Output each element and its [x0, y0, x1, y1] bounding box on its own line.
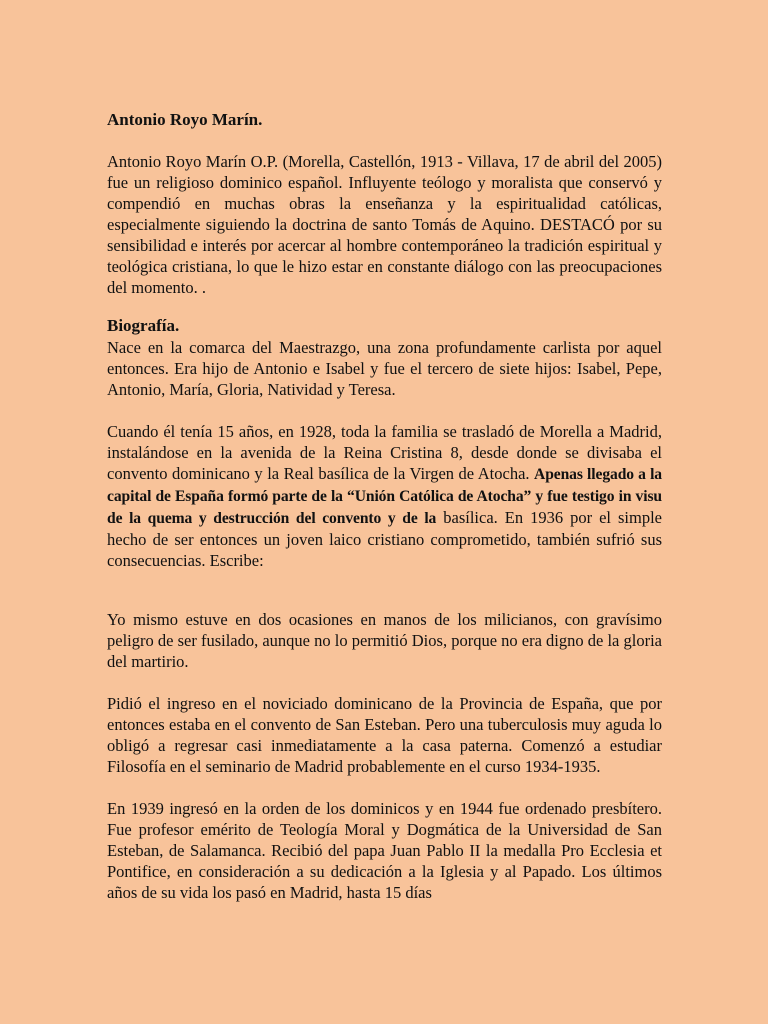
quote-paragraph: Yo mismo estuve en dos ocasiones en manos de los milicianos, con gravísimo peligro de ser fusilado, aunque no lo permitió Dios, porque no era digno de la gloria del martirio. — [107, 610, 662, 671]
biography-paragraph-madrid — [107, 421, 662, 571]
biography-paragraph-origin: Nace en la comarca del Maestrazgo, una zona profundamente carlista por aquel entonces. Era hijo de Antonio e Isabel y fue el tercero de siete hijos: Isabel, Pepe, Antonio, María, Gloria, Natividad y Teresa. — [107, 338, 662, 399]
intro-paragraph: Antonio Royo Marín O.P. (Morella, Castellón, 1913 - Villava, 17 de abril del 2005) fue un religioso dominico español. Influyente teólogo y moralista que conservó y compendió en muchas obras la enseñanza y la espiritualidad católicas, especialmente siguiendo la doctrina de santo Tomás de Aquino. DESTACÓ por su sensibilidad e interés por acercar al hombre contemporáneo la tradición espiritual y teológica cristiana, lo que le hizo estar en constante diálogo con las preocupaciones del momento. . — [107, 152, 662, 297]
document-title: Antonio Royo Marín. — [107, 110, 263, 129]
biography-heading: Biografía. — [107, 316, 180, 335]
madrid-text-emphasis: Apenas llegado a la capital de España formó parte de la “Unión Católica de Atocha” y fue testigo in visu de la quema y destrucción del convento y de la — [107, 466, 662, 527]
biography-paragraph-ordination: En 1939 ingresó en la orden de los dominicos y en 1944 fue ordenado presbítero. Fue profesor emérito de Teología Moral y Dogmática de la Universidad de San Esteban, de Salamanca. Recibió del papa Juan Pablo II la medalla Pro Ecclesia et Pontifice, en consideración a su dedicación a la Iglesia y al Papado. Los últimos años de su vida los pasó en Madrid, hasta 15 días — [107, 799, 662, 902]
madrid-text-end: basílica. En 1936 por el simple hecho de ser entonces un joven laico cristiano comprometido, también sufrió sus consecuencias. Escribe: — [107, 508, 662, 570]
biography-paragraph-novitiate: Pidió el ingreso en el noviciado dominicano de la Provincia de España, que por entonces estaba en el convento de San Esteban. Pero una tuberculosis muy aguda lo obligó a regresar casi inmediatamente a la casa paterna. Comenzó a estudiar Filosofía en el seminario de Madrid probablemente en el curso 1934-1935. — [107, 694, 662, 776]
madrid-text-start: Cuando él tenía 15 años, en 1928, toda la familia se trasladó de Morella a Madrid, instalándose en la avenida de la Reina Cristina 8, desde donde se divisaba el convento dominicano y la Real basílica de la Virgen de Atocha. — [107, 422, 662, 483]
